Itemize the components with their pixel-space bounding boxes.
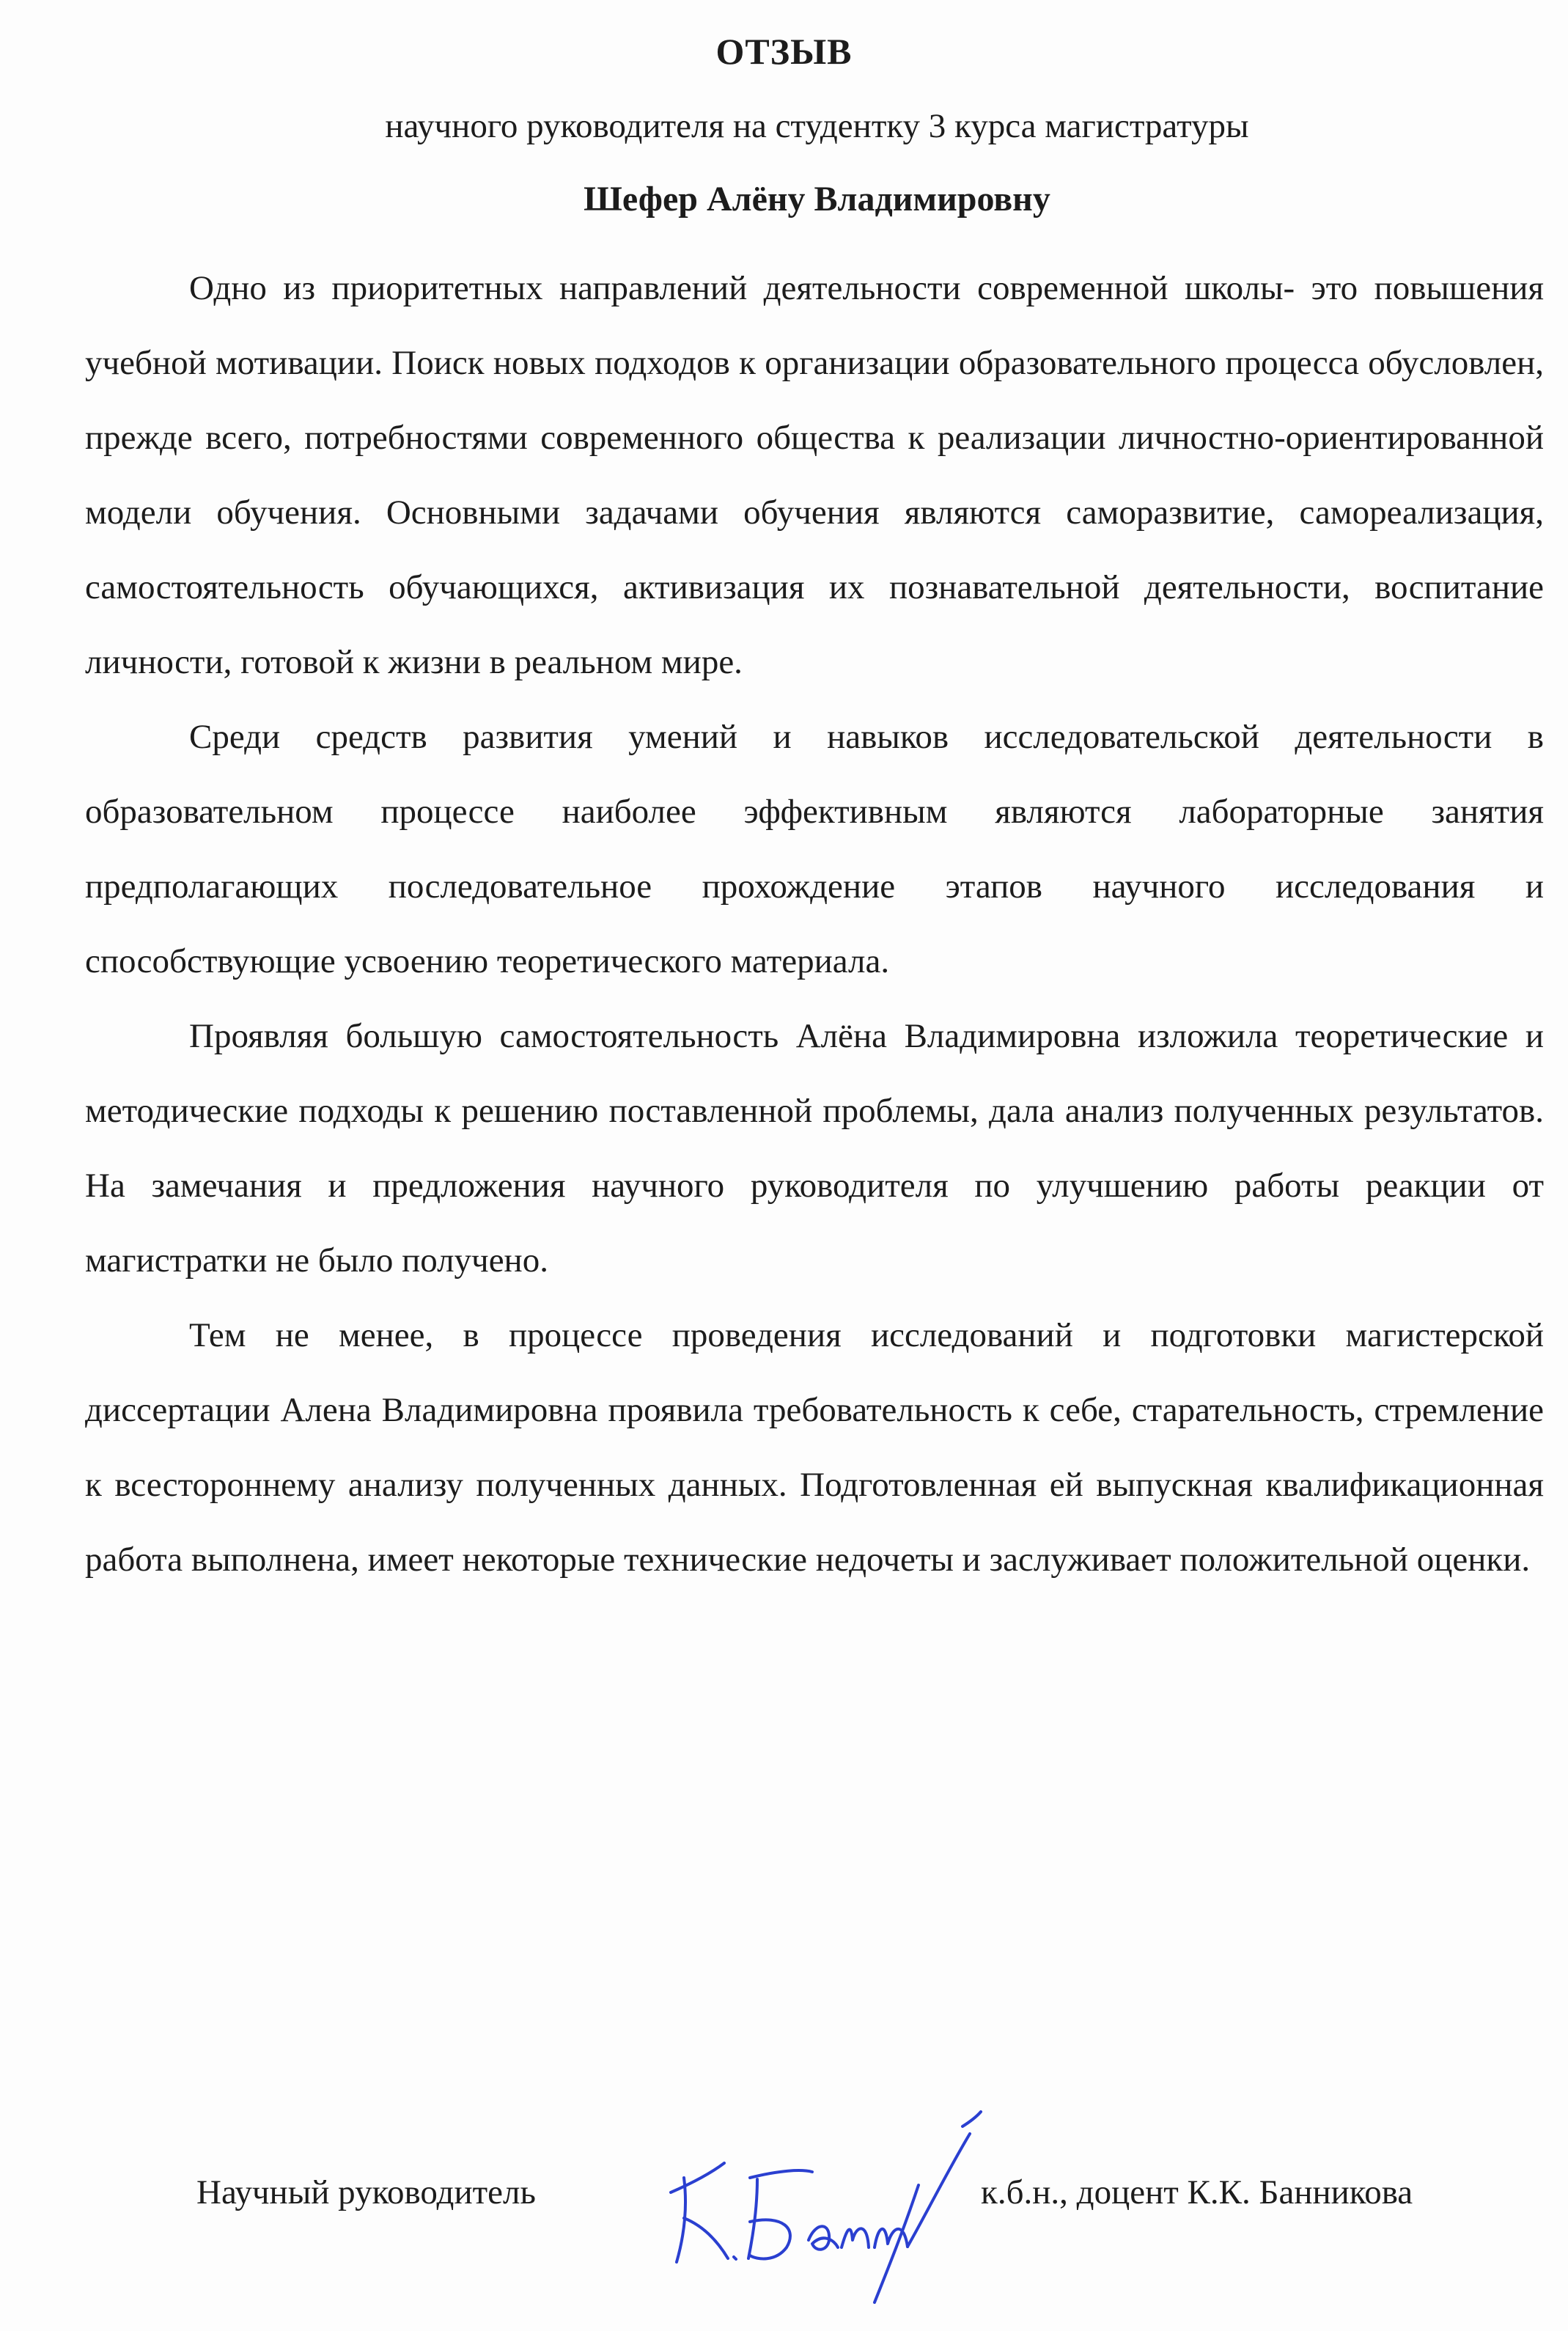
paragraph-3: Проявляя большую самостоятельность Алёна Владимировна изложила теоретические и методические подходы к решению поставленной проблемы, дала анализ полученных результатов. На замечания и предложения научного руководителя по улучшению работы реакции от магистратки не было получено.: [85, 1017, 1544, 1280]
handwritten-signature: [655, 2082, 992, 2317]
student-name: Шефер Алёну Владимировну: [584, 180, 1050, 219]
review-body: [85, 251, 1544, 1597]
signature-block: [196, 2156, 1531, 2244]
paragraph-2: Среди средств развития умений и навыков исследовательской деятельности в образовательном процессе наиболее эффективным являются лабораторные занятия предполагающих последовательное прохождение этапов научного исследования и способствующие усвоению теоретического материала.: [85, 718, 1544, 980]
paragraph-1: Одно из приоритетных направлений деятельности современной школы- это повышения учебной мотивации. Поиск новых подходов к организации образовательного процесса обусловлен, прежде всего, потребностями современного общества к реализации личностно-ориентированной модели обучения. Основными задачами обучения являются саморазвитие, самореализация, самостоятельность обучающихся, активизация их познавательной деятельности, воспитание личности, готовой к жизни в реальном мире.: [85, 269, 1544, 681]
paragraph-4: Тем не менее, в процессе проведения исследований и подготовки магистерской диссертации Алена Владимировна проявила требовательность к себе, старательность, стремление к всестороннему анализу полученных данных. Подготовленная ей выпускная квалификационная работа выполнена, имеет некоторые технические недочеты и заслуживает положительной оценки.: [85, 1316, 1544, 1579]
document-subtitle: научного руководителя на студентку 3 курса магистратуры: [385, 107, 1249, 145]
signature-label: Научный руководитель: [196, 2173, 536, 2211]
document-title: ОТЗЫВ: [715, 31, 853, 72]
signature-credentials: к.б.н., доцент К.К. Банникова: [981, 2173, 1413, 2211]
